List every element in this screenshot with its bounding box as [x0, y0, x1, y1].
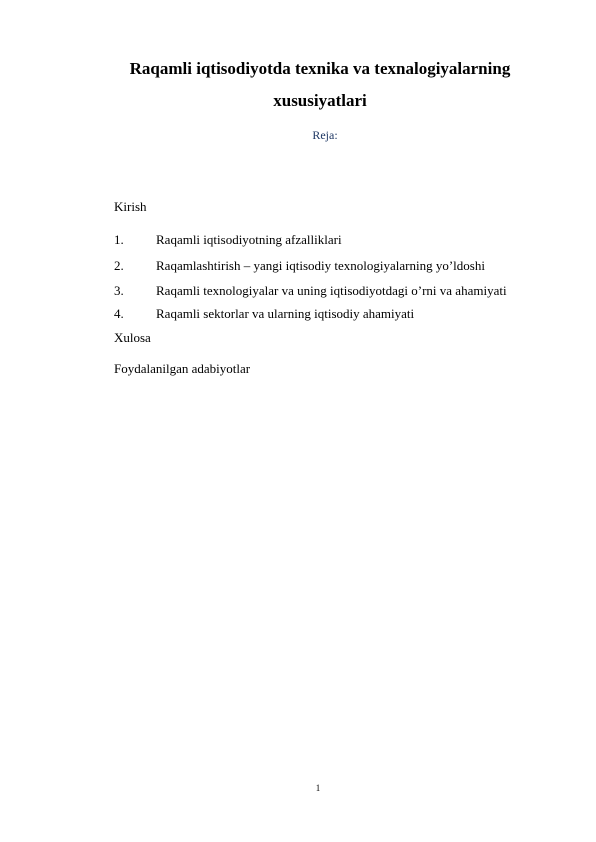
plan-item-number: 4.	[114, 306, 124, 321]
document-title-line-1: Raqamli iqtisodiyotda texnika va texnalogiyalarning	[129, 59, 511, 78]
plan-item-number: 3.	[114, 283, 124, 298]
document-title-line-2: xususiyatlari	[273, 91, 367, 110]
plan-item-2	[114, 258, 485, 274]
plan-item-text: Raqamlashtirish – yangi iqtisodiy texnologiyalarning yo’ldoshi	[156, 258, 485, 273]
intro-entry: Kirish	[114, 199, 147, 214]
plan-item-4	[114, 306, 414, 322]
plan-item-number: 1.	[114, 232, 124, 247]
plan-item-text: Raqamli sektorlar va ularning iqtisodiy ahamiyati	[156, 306, 415, 321]
plan-heading: Reja:	[312, 128, 338, 142]
plan-item-text: Raqamli texnologiyalar va uning iqtisodiyotdagi o’rni va ahamiyati	[156, 283, 507, 298]
references-entry: Foydalanilgan adabiyotlar	[114, 361, 251, 376]
plan-item-3	[114, 283, 507, 299]
plan-item-text: Raqamli iqtisodiyotning afzalliklari	[156, 232, 342, 247]
conclusion-entry: Xulosa	[114, 330, 151, 345]
plan-item-number: 2.	[114, 258, 124, 273]
page-number: 1	[315, 783, 321, 793]
plan-item-1	[114, 232, 342, 248]
